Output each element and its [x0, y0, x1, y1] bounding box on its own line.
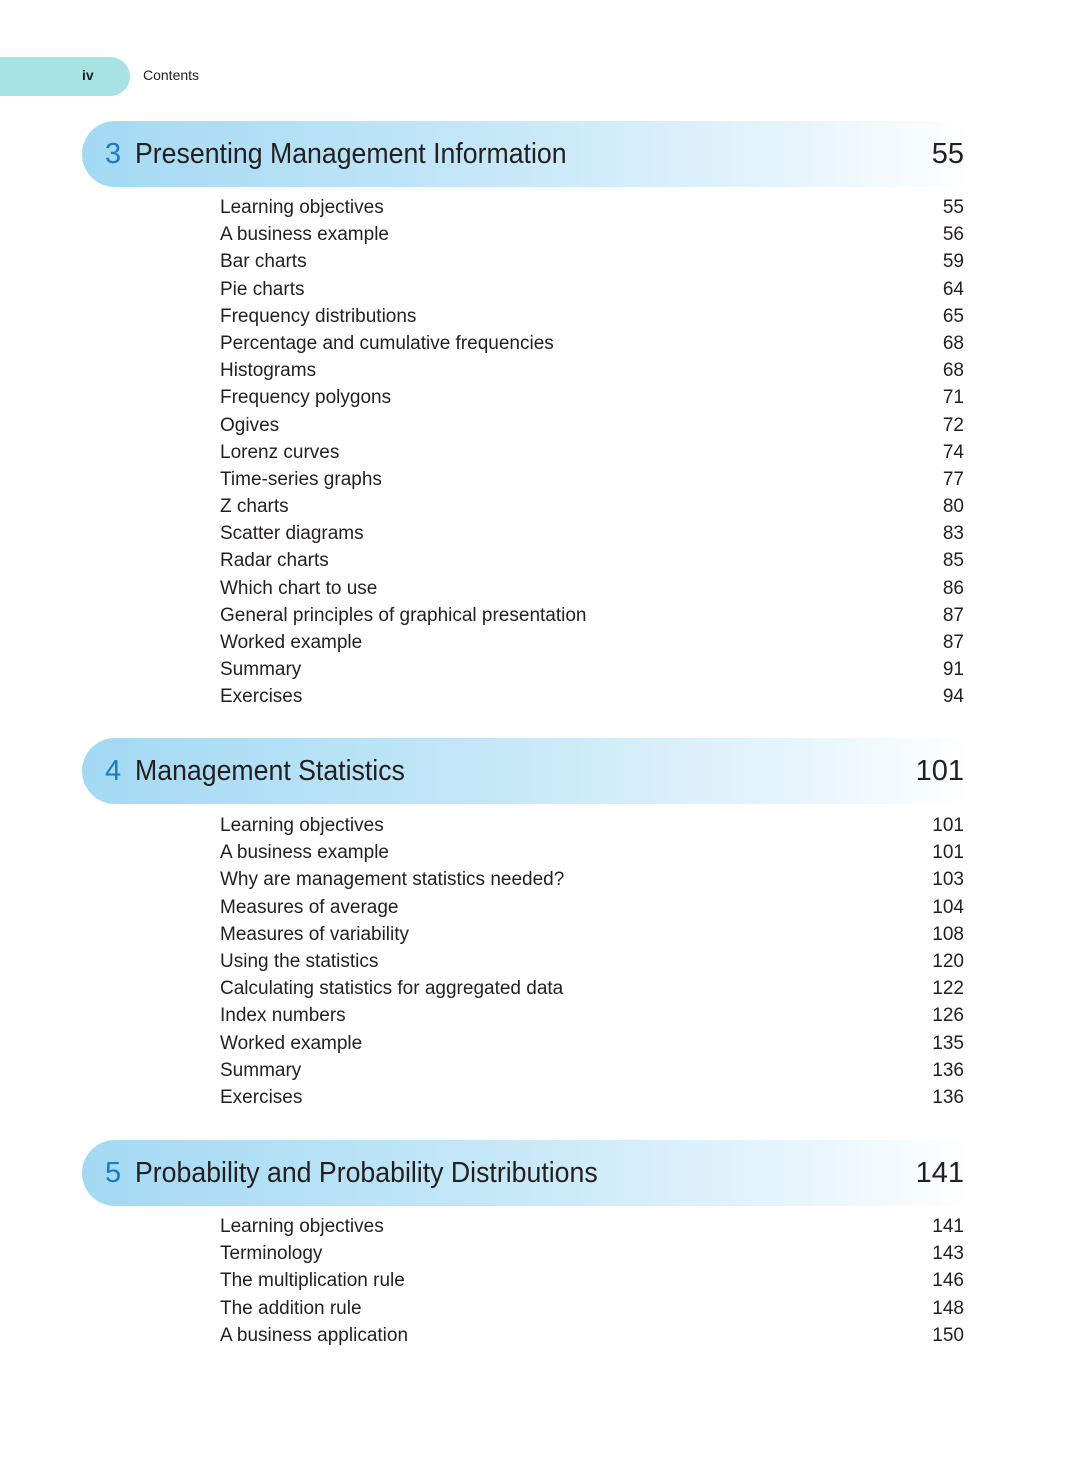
chapter-page: 101	[915, 755, 964, 787]
toc-entry-page: 108	[932, 923, 964, 945]
toc-entry-page: 150	[932, 1324, 964, 1346]
toc-entry-page: 68	[942, 360, 964, 382]
chapter-number: 3	[105, 138, 122, 170]
toc-entry-page: 101	[932, 842, 964, 864]
toc-entry-title: Exercises	[220, 1086, 303, 1108]
toc-entry[interactable]	[0, 1030, 1075, 1057]
toc-entry-page: 120	[932, 950, 964, 972]
toc-entry-title: Measures of variability	[220, 923, 410, 945]
toc-entry[interactable]	[0, 866, 1075, 893]
toc-entry-title: Summary	[220, 659, 302, 681]
toc-entry-page: 126	[932, 1005, 964, 1027]
toc-entry-page: 83	[942, 523, 964, 545]
toc-entry[interactable]	[0, 439, 1075, 466]
toc-entry-title: Histograms	[220, 360, 317, 382]
toc-entry[interactable]	[0, 1322, 1075, 1349]
toc-entry-title: General principles of graphical presentation	[220, 604, 587, 626]
toc-entry-title: Exercises	[220, 686, 303, 708]
toc-entry-page: 55	[942, 197, 964, 218]
chapter-title[interactable]: Presenting Management Information	[135, 138, 567, 170]
toc-entry[interactable]	[0, 248, 1075, 275]
toc-entry-title: A business example	[220, 842, 389, 864]
toc-entry[interactable]	[0, 1295, 1075, 1322]
toc-entry-title: The addition rule	[220, 1297, 362, 1319]
chapter-number: 4	[105, 755, 122, 787]
chapter-5-entries	[0, 1213, 1075, 1349]
toc-entry[interactable]	[0, 894, 1075, 921]
toc-entry-title: Calculating statistics for aggregated data	[220, 978, 564, 1000]
toc-entry-page: 135	[932, 1032, 964, 1054]
toc-entry-page: 103	[932, 869, 964, 891]
toc-entry[interactable]	[0, 629, 1075, 656]
toc-entry-title: Learning objectives	[220, 197, 384, 218]
toc-entry[interactable]	[0, 839, 1075, 866]
running-head: Contents	[143, 67, 200, 83]
toc-entry-title: Terminology	[220, 1243, 323, 1265]
toc-entry-page: 77	[942, 468, 964, 490]
toc-entry-title: Z charts	[220, 496, 289, 518]
toc-entry-page: 136	[932, 1059, 964, 1081]
chapter-3-entries	[0, 194, 1075, 711]
toc-entry-title: Using the statistics	[220, 950, 379, 972]
toc-entry[interactable]	[0, 1267, 1075, 1294]
toc-entry[interactable]	[0, 921, 1075, 948]
toc-entry-title: Summary	[220, 1059, 302, 1081]
chapter-number: 5	[105, 1157, 122, 1189]
toc-entry-page: 74	[942, 441, 964, 463]
toc-entry-page: 94	[942, 686, 964, 708]
toc-entry[interactable]	[0, 547, 1075, 574]
toc-entry-page: 80	[942, 496, 964, 518]
toc-entry[interactable]	[0, 948, 1075, 975]
toc-entry-page: 136	[932, 1086, 964, 1108]
toc-entry-title: A business application	[220, 1324, 409, 1346]
toc-entry-page: 68	[942, 332, 964, 354]
toc-entry-page: 86	[942, 577, 964, 599]
toc-entry[interactable]	[0, 812, 1075, 839]
toc-entry-title: Worked example	[220, 1032, 363, 1054]
toc-entry-title: Pie charts	[220, 278, 305, 300]
toc-entry[interactable]	[0, 330, 1075, 357]
toc-entry[interactable]	[0, 1084, 1075, 1111]
toc-entry[interactable]	[0, 1057, 1075, 1084]
toc-entry-title: Worked example	[220, 632, 363, 653]
toc-entry-title: Frequency distributions	[220, 305, 417, 327]
toc-entry-title: Ogives	[220, 414, 280, 436]
toc-entry-title: Time-series graphs	[220, 468, 382, 490]
toc-entry-page: 64	[942, 278, 964, 300]
toc-entry[interactable]	[0, 656, 1075, 683]
toc-entry-page: 141	[932, 1216, 964, 1237]
toc-entry-title: Which chart to use	[220, 577, 378, 599]
toc-entry-title: Why are management statistics needed?	[220, 869, 565, 891]
toc-entry[interactable]	[0, 194, 1075, 221]
toc-entry[interactable]	[0, 1002, 1075, 1029]
toc-entry[interactable]	[0, 520, 1075, 547]
toc-entry-page: 59	[942, 251, 964, 273]
toc-entry[interactable]	[0, 975, 1075, 1002]
toc-entry-title: Learning objectives	[220, 815, 384, 836]
chapter-4-entries	[0, 812, 1075, 1111]
toc-entry-page: 146	[932, 1270, 964, 1292]
toc-entry-page: 65	[942, 305, 964, 327]
toc-entry-page: 56	[942, 224, 964, 246]
toc-entry-page: 87	[942, 632, 964, 653]
chapter-page: 55	[931, 138, 964, 170]
toc-entry-page: 122	[932, 978, 964, 1000]
toc-entry-title: Percentage and cumulative frequencies	[220, 332, 554, 354]
toc-entry-title: A business example	[220, 224, 389, 246]
toc-entry-page: 101	[932, 815, 964, 836]
toc-entry[interactable]	[0, 412, 1075, 439]
toc-entry[interactable]	[0, 1240, 1075, 1267]
toc-entry-title: Learning objectives	[220, 1216, 384, 1237]
page-number: iv	[82, 67, 94, 83]
toc-entry-title: Index numbers	[220, 1005, 346, 1027]
toc-entry-title: Frequency polygons	[220, 387, 392, 409]
toc-entry[interactable]	[0, 303, 1075, 330]
toc-entry[interactable]	[0, 221, 1075, 248]
toc-entry-page: 72	[942, 414, 964, 436]
toc-entry-page: 104	[932, 896, 964, 918]
toc-entry-page: 71	[942, 387, 964, 409]
toc-entry-title: The multiplication rule	[220, 1270, 405, 1292]
toc-entry-page: 85	[942, 550, 964, 572]
toc-entry[interactable]	[0, 493, 1075, 520]
toc-entry[interactable]	[0, 575, 1075, 602]
toc-entry[interactable]	[0, 466, 1075, 493]
toc-entry-title: Radar charts	[220, 550, 329, 572]
chapter-page: 141	[915, 1157, 964, 1189]
toc-entry[interactable]	[0, 276, 1075, 303]
toc-entry[interactable]	[0, 384, 1075, 411]
toc-entry[interactable]	[0, 357, 1075, 384]
toc-entry-page: 91	[942, 659, 964, 681]
chapter-title[interactable]: Probability and Probability Distributions	[135, 1157, 598, 1189]
toc-entry[interactable]	[0, 683, 1075, 710]
toc-entry[interactable]	[0, 602, 1075, 629]
toc-entry-title: Bar charts	[220, 251, 307, 273]
toc-entry-page: 143	[932, 1243, 964, 1265]
toc-entry[interactable]	[0, 1213, 1075, 1240]
toc-entry-title: Lorenz curves	[220, 441, 340, 463]
page-number-tab	[0, 57, 130, 96]
toc-entry-page: 87	[942, 604, 964, 626]
chapter-title[interactable]: Management Statistics	[135, 755, 405, 787]
toc-entry-page: 148	[932, 1297, 964, 1319]
toc-entry-title: Measures of average	[220, 896, 399, 918]
toc-entry-title: Scatter diagrams	[220, 523, 364, 545]
